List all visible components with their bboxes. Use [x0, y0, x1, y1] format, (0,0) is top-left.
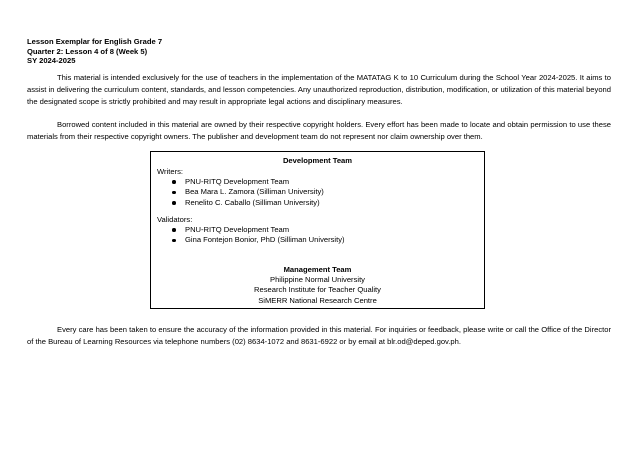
bullet-icon — [172, 239, 176, 243]
list-item: Bea Mara L. Zamora (Silliman University) — [171, 187, 324, 197]
usage-notice-paragraph: This material is intended exclusively for the use of teachers in the implementation of the MATATAG K to 10 Curriculum during the School Year 2024-2025. It aims to assist in delivering the curriculum content, standards, and lesson competencies. Any unauthorized reproduction, distribution, modification, or utilization of this material beyond the designated scope is strictly prohibited and may result in appropriate legal actions and disciplinary measures. — [27, 73, 611, 106]
team-box — [150, 151, 485, 309]
management-team-section — [151, 265, 484, 306]
management-line: SiMERR National Research Centre — [258, 295, 377, 305]
list-item: Renelito C. Caballo (Silliman University) — [171, 198, 324, 208]
management-line: Research Institute for Teacher Quality — [254, 285, 381, 295]
contact-paragraph: Every care has been taken to ensure the accuracy of the information provided in this material. For inquiries or feedback, please write or call the Office of the Director of the Bureau of Learning Resources via telephone numbers (02) 8634-1072 and 8631-6922 or by email at blr.od@deped.gov.ph. — [27, 325, 611, 346]
list-item: Gina Fontejon Bonior, PhD (Silliman University) — [171, 235, 345, 245]
copyright-paragraph: Borrowed content included in this material are owned by their respective copyright holders. Every effort has been made to locate and obtain permission to use these materials from their respective copyright owners. The publisher and development team do not represent nor claim ownership over them. — [27, 120, 611, 141]
list-item: PNU-RITQ Development Team — [171, 177, 324, 187]
bullet-icon — [172, 180, 176, 184]
management-line: Philippine Normal University — [270, 275, 365, 285]
management-team-title: Management Team — [283, 265, 352, 274]
validators-label: Validators: — [157, 215, 193, 224]
writers-list — [171, 177, 324, 208]
bullet-icon — [172, 191, 176, 195]
header-quarter: Quarter 2: Lesson 4 of 8 (Week 5) — [27, 46, 148, 56]
bullet-icon — [172, 201, 176, 205]
validators-list — [171, 225, 345, 246]
writers-label: Writers: — [157, 167, 184, 176]
header-school-year: SY 2024-2025 — [27, 56, 76, 66]
header-title: Lesson Exemplar for English Grade 7 — [27, 37, 163, 46]
list-item: PNU-RITQ Development Team — [171, 225, 345, 235]
document-header — [27, 37, 162, 66]
development-team-title: Development Team — [282, 156, 353, 165]
bullet-icon — [172, 228, 176, 232]
